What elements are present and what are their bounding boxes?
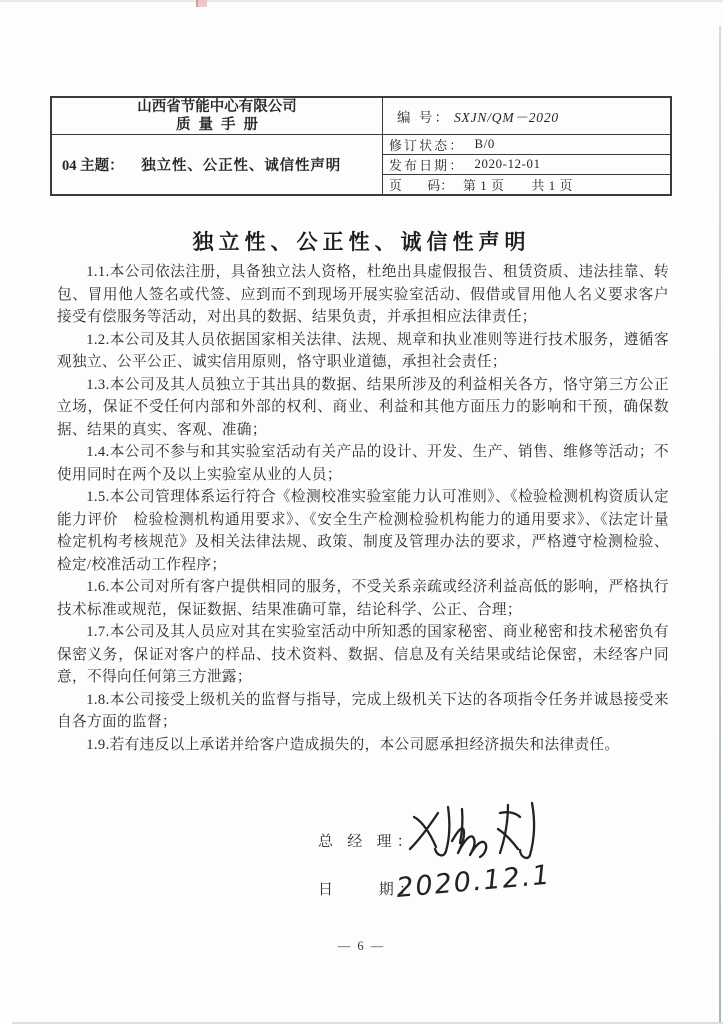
paragraph-1-2: 1.2.本公司及其人员依据国家相关法律、法规、规章和执业准则等进行技术服务，遵循客观独立、公平公正、诚实信用原则，恪守职业道德，承担社会责任；	[57, 331, 669, 370]
page-number-label: 页 码：	[389, 179, 453, 193]
issue-date-row	[383, 155, 670, 175]
document-title: 独立性、公正性、诚信性声明	[192, 230, 531, 254]
general-manager-handwritten-signature	[402, 793, 552, 865]
paragraph-1-9: 1.9.若有违反以上承诺并给客户造成损失的，本公司愿承担经济损失和法律责任。	[86, 736, 620, 753]
general-manager-label: 总 经 理：	[318, 834, 418, 850]
paragraph-1-3: 1.3.本公司及其人员独立于其出具的数据、结果所涉及的利益相关各方，恪守第三方公正立场，保证不受任何内部和外部的权利、商业、利益和其他方面压力的影响和干预，确保数据、结果的真实、客观、准确；	[57, 376, 669, 438]
subject-label: 04 主题：	[62, 158, 124, 174]
subject-cell	[51, 135, 383, 196]
date-label: 日 期：	[318, 882, 420, 898]
paragraph-1-1: 1.1.本公司依法注册，具备独立法人资格，杜绝出具虚假报告、租赁资质、违法挂靠、转包、冒用他人签名或代签、应到而不到现场开展实验室活动、假借或冒用他人名义要求客户接受有偿服务等活动，对出具的数据、结果负责，并承担相应法律责任；	[57, 264, 669, 325]
document-header-table	[50, 96, 672, 196]
scan-edge-top	[0, 0, 723, 2]
issue-date-label: 发布日期：	[389, 159, 465, 173]
page-number-footer: — 6 —	[337, 939, 386, 953]
manual-title: 质量手册	[176, 117, 266, 133]
revision-status-label: 修订状态：	[389, 139, 465, 153]
paragraph-1-6: 1.6.本公司对所有客户提供相同的服务，不受关系亲疏或经济利益高低的影响，严格执行技术标准或规范，保证数据、结果准确可靠，结论科学、公正、合理；	[57, 579, 669, 618]
handwritten-date	[392, 856, 562, 904]
issue-date-value: 2020-12-01	[474, 157, 541, 171]
document-body	[57, 261, 669, 756]
company-title-cell	[51, 97, 383, 135]
paragraph-1-5: 1.5.本公司管理体系运行符合《检测校准实验室能力认可准则》、《检验检测机构资质认定能力评价 检验检测机构通用要求》、《安全生产检测检验机构能力的通用要求》、《法定计量检定机构考核规范》及相关法律法规、政策、制度及管理办法的要求，严格遵守检测检验、检定/校准活动工作程序；	[57, 489, 669, 573]
page-number-value: 第 1 页 共 1 页	[462, 179, 574, 193]
revision-info-cell	[383, 135, 672, 196]
doc-number-value: SXJN/QM－2020	[453, 110, 559, 125]
paragraph-1-7: 1.7.本公司及其人员应对其在实验室活动中所知悉的国家秘密、商业秘密和技术秘密负有保密义务，保证对客户的样品、技术资料、数据、信息及有关结果或结论保密，未经客户同意，不得向任何第三方泄露；	[57, 624, 669, 685]
scan-edge-right	[719, 26, 721, 1024]
subject-value: 独立性、公正性、诚信性声明	[141, 158, 342, 174]
revision-status-value: B/0	[474, 137, 495, 151]
page-number-row	[383, 175, 670, 194]
handwritten-date-icon	[392, 856, 562, 904]
company-name: 山西省节能中心有限公司	[137, 99, 297, 115]
signature-strokes-icon	[402, 793, 552, 865]
scan-artifact-mark	[196, 0, 207, 7]
doc-number-label: 编 号：	[397, 110, 451, 125]
handwritten-date-text: 2020.12.1	[395, 859, 553, 904]
paragraph-1-4: 1.4.本公司不参与和其实验室活动有关产品的设计、开发、生产、销售、维修等活动；不使用同时在两个及以上实验室从业的人员；	[57, 444, 669, 483]
revision-status-row	[383, 135, 670, 155]
paragraph-1-8: 1.8.本公司接受上级机关的监督与指导，完成上级机关下达的各项指令任务并诚恳接受来自各方面的监督；	[57, 691, 669, 730]
doc-number-cell	[383, 97, 672, 135]
